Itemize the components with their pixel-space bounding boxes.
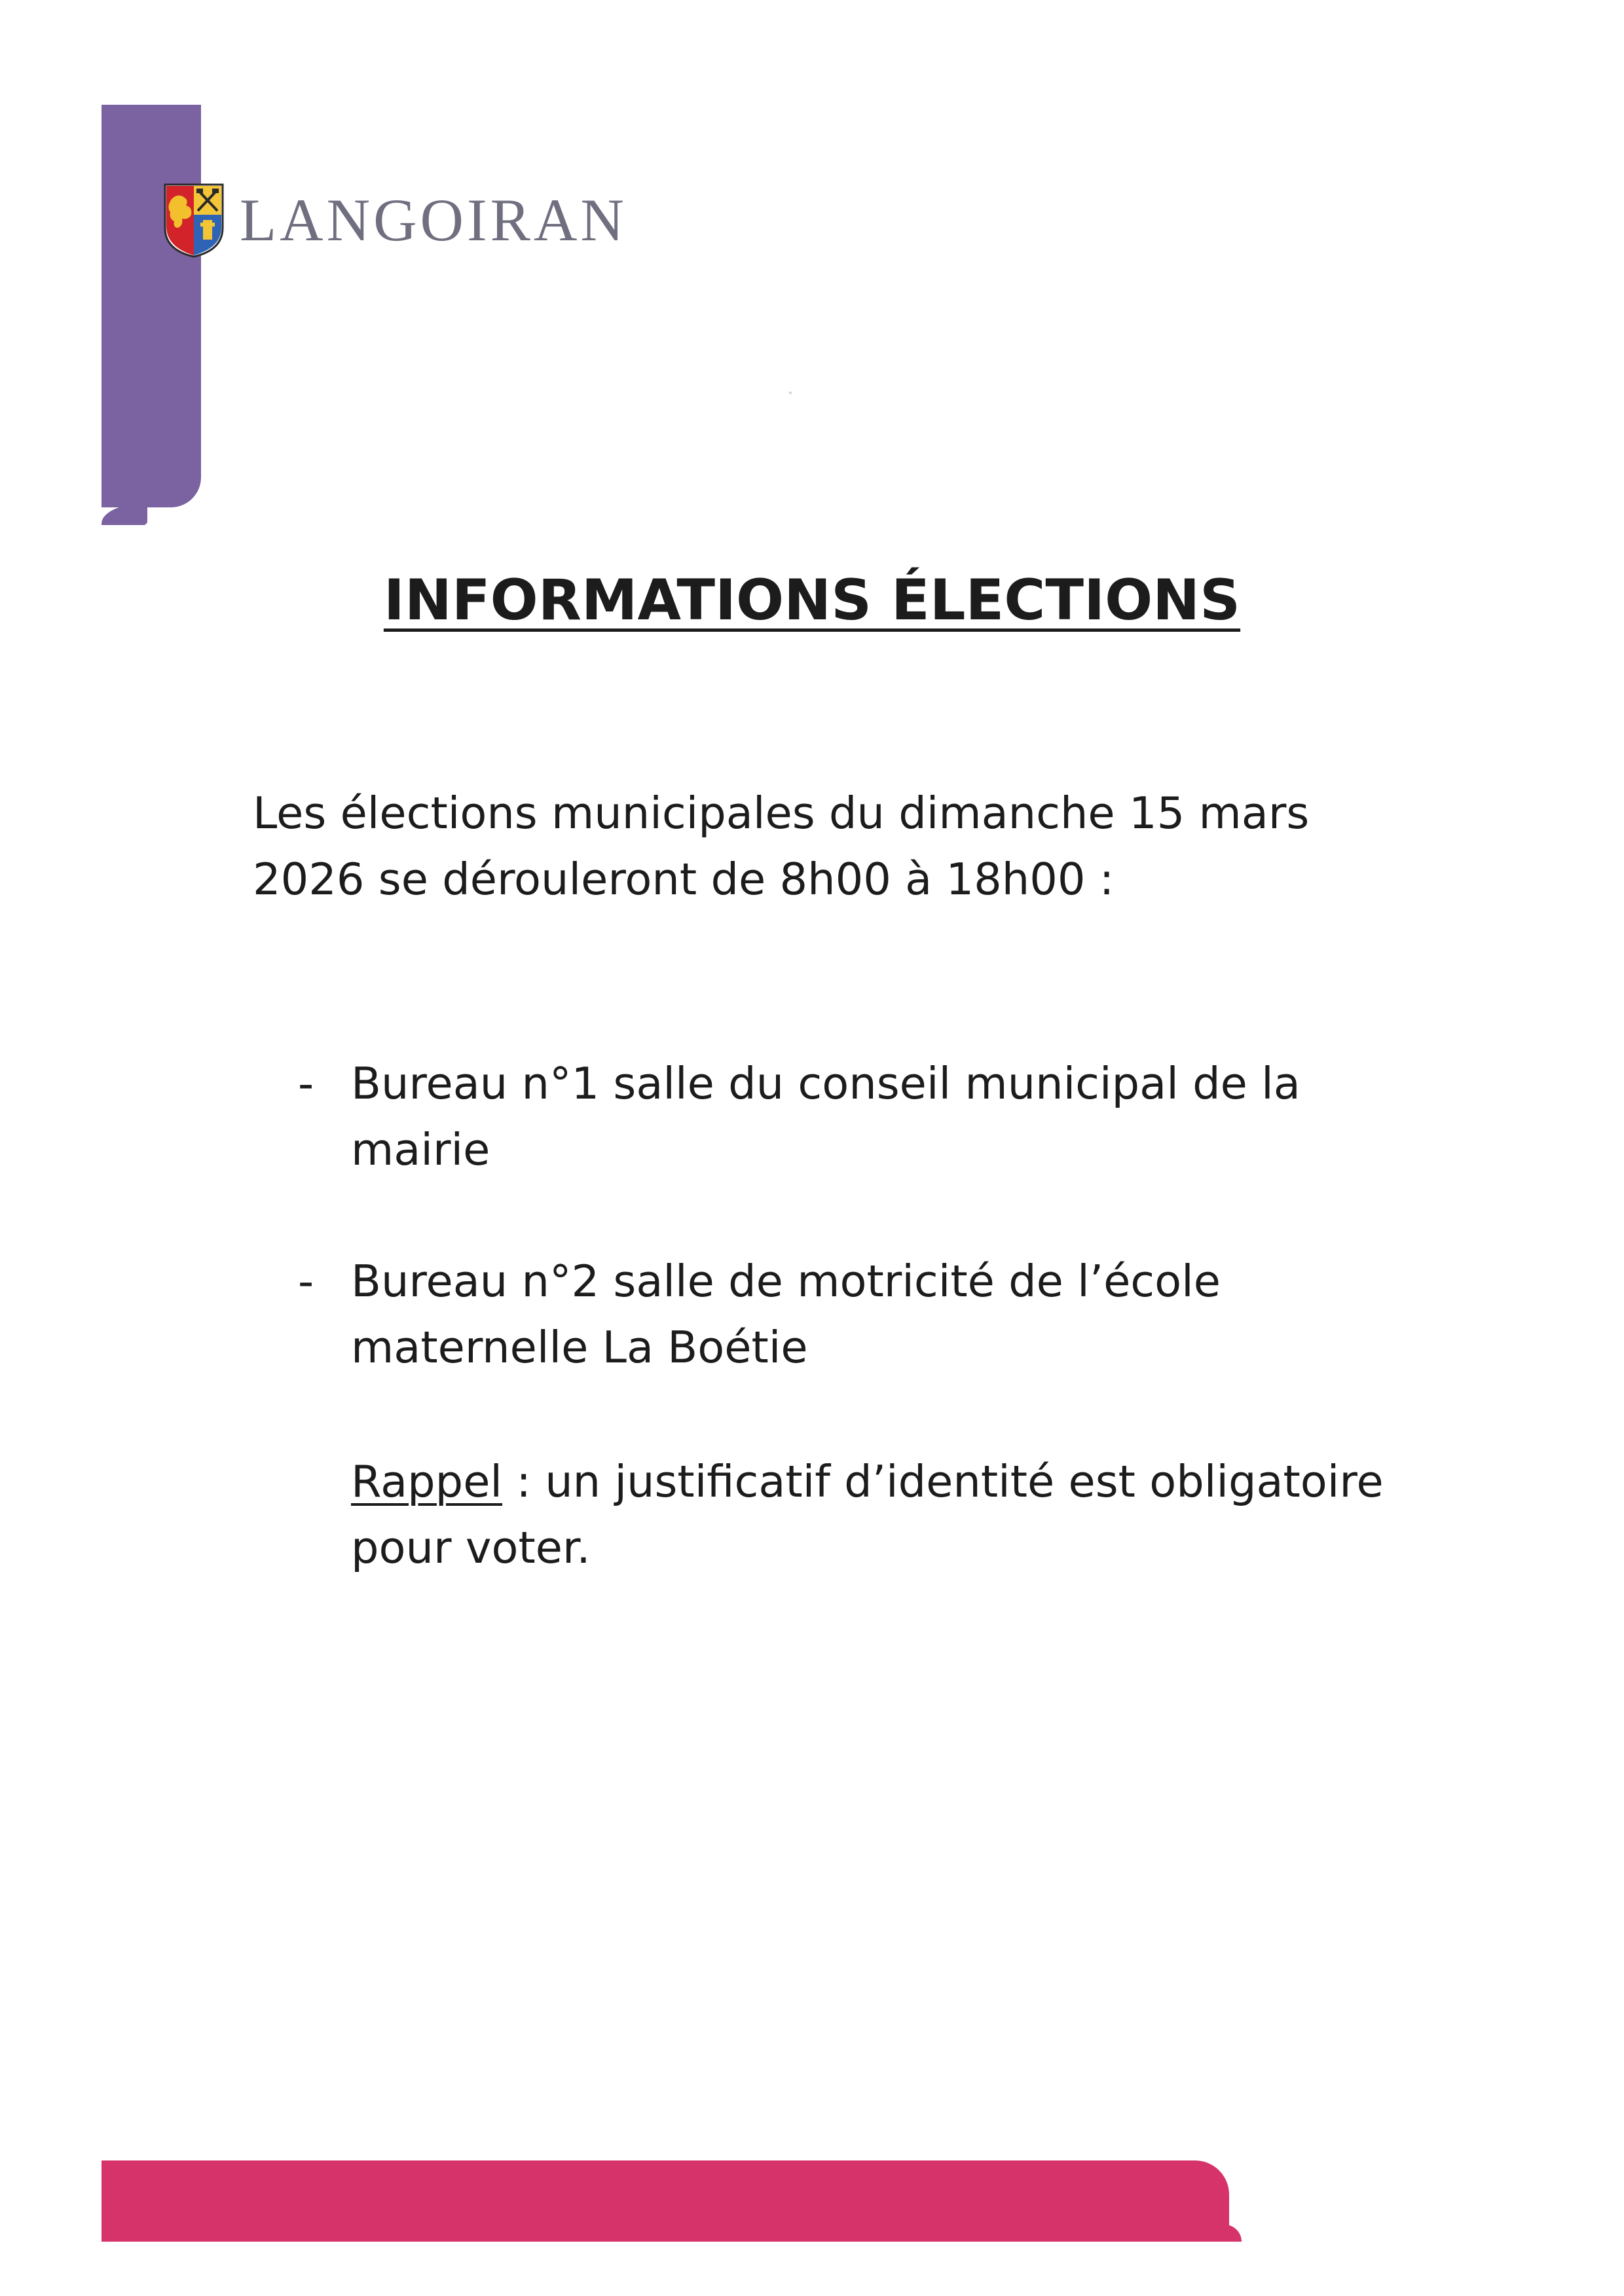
scan-speck xyxy=(789,392,792,394)
intro-line: 2026 se dérouleront de 8h00 à 18h00 : xyxy=(253,854,1115,905)
town-header xyxy=(162,181,627,259)
polling-station-line: Bureau n°2 salle de motricité de l’école xyxy=(351,1256,1221,1307)
town-name: LANGOIRAN xyxy=(240,187,627,253)
polling-station-line: Bureau n°1 salle du conseil municipal de la xyxy=(351,1058,1301,1109)
polling-station-line: maternelle La Boétie xyxy=(351,1322,808,1373)
reminder-text: pour voter. xyxy=(351,1522,591,1573)
intro-paragraph xyxy=(253,780,1353,913)
list-dash: - xyxy=(298,1058,314,1109)
polling-station-text xyxy=(351,1248,1346,1381)
polling-station-text xyxy=(351,1051,1346,1183)
purple-header-band xyxy=(101,105,201,507)
coat-of-arms-icon xyxy=(162,182,225,258)
reminder-label: Rappel xyxy=(351,1456,503,1507)
magenta-footer-band xyxy=(101,2160,1229,2242)
reminder-text: : un justificatif d’identité est obligatoire xyxy=(502,1456,1384,1507)
list-dash: - xyxy=(298,1256,314,1307)
intro-line: Les élections municipales du dimanche 15 mars xyxy=(253,788,1310,839)
magenta-band-tail xyxy=(1218,2225,1242,2242)
polling-station-line: mairie xyxy=(351,1124,490,1175)
notice-title: INFORMATIONS ÉLECTIONS xyxy=(383,568,1241,633)
reminder-paragraph xyxy=(351,1449,1412,1581)
